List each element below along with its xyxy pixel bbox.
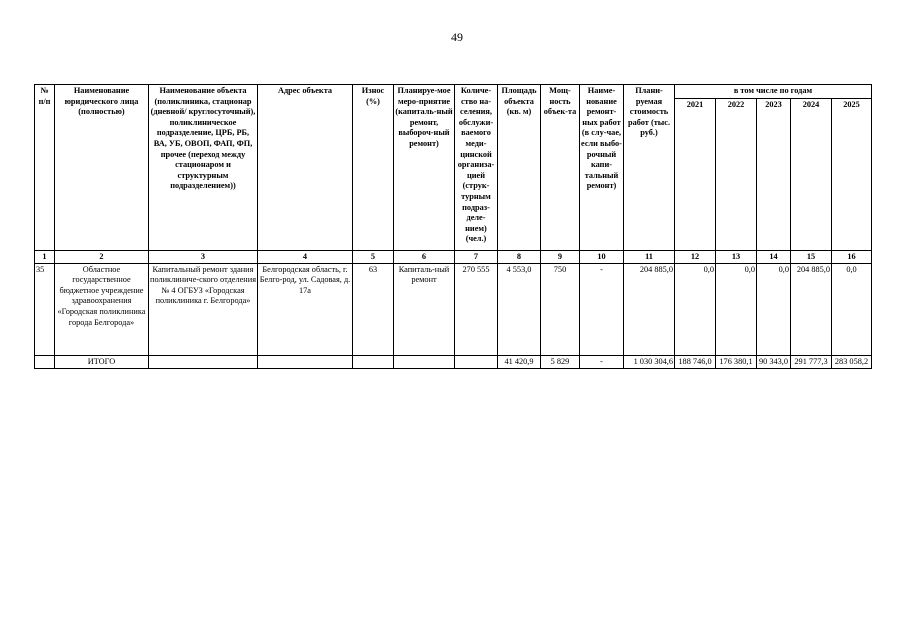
row-area: 4 553,0: [498, 263, 541, 355]
row-address: Белгородская область, г. Белго-род, ул. Садовая, д. 17а: [258, 263, 353, 355]
column-number: 12: [675, 250, 716, 263]
column-number: 6: [394, 250, 455, 263]
row-repair-works: -: [580, 263, 624, 355]
row-no: 35: [35, 263, 55, 355]
total-row: [35, 355, 872, 368]
column-number: 14: [757, 250, 791, 263]
header-year-2021: 2021: [675, 98, 716, 250]
column-number: 4: [258, 250, 353, 263]
row-2021: 0,0: [675, 263, 716, 355]
column-number: 16: [832, 250, 872, 263]
total-empty: [258, 355, 353, 368]
total-empty: [149, 355, 258, 368]
column-number: 8: [498, 250, 541, 263]
total-2024: 291 777,3: [791, 355, 832, 368]
header-address: Адрес объекта: [258, 85, 353, 251]
row-2023: 0,0: [757, 263, 791, 355]
header-wear: Износ (%): [353, 85, 394, 251]
total-2023: 90 343,0: [757, 355, 791, 368]
column-number: 3: [149, 250, 258, 263]
column-number: 1: [35, 250, 55, 263]
page-number: 49: [451, 30, 463, 44]
column-number: 2: [55, 250, 149, 263]
row-measure: Капиталь-ный ремонт: [394, 263, 455, 355]
total-2021: 188 746,0: [675, 355, 716, 368]
header-measure: Планируе-мое меро-приятие (капиталь-ный ремонт, выбороч-ный ремонт): [394, 85, 455, 251]
total-label: ИТОГО: [55, 355, 149, 368]
row-2022: 0,0: [716, 263, 757, 355]
total-2025: 283 058,2: [832, 355, 872, 368]
header-cost: Плани-руемая стоимость работ (тыс. руб.): [624, 85, 675, 251]
column-numbers-row: [35, 250, 872, 263]
total-repair-works: -: [580, 355, 624, 368]
column-number: 9: [541, 250, 580, 263]
total-2022: 176 380,1: [716, 355, 757, 368]
row-2024: 204 885,0: [791, 263, 832, 355]
header-population: Количе-ство на-селения, обслужи-ваемого меди-цинской организа-цией (струк-турным подраз-деле-нием) (чел.): [455, 85, 498, 251]
header-capacity: Мощ-ность объек-та: [541, 85, 580, 251]
total-empty: [455, 355, 498, 368]
column-number: 11: [624, 250, 675, 263]
total-cost: 1 030 304,6: [624, 355, 675, 368]
total-empty: [35, 355, 55, 368]
row-cost: 204 885,0: [624, 263, 675, 355]
header-object: Наименование объекта (поликлиника, стационар (дневной/ круглосуточный), поликлиническое подразделение, ЦРБ, РБ, ВА, УБ, ОВОП, ФАП, ФП, прочее (переход между стационаром и структурным подразделением)): [149, 85, 258, 251]
row-2025: 0,0: [832, 263, 872, 355]
header-year-2022: 2022: [716, 98, 757, 250]
header-year-2025: 2025: [832, 98, 872, 250]
header-year-2023: 2023: [757, 98, 791, 250]
total-empty: [353, 355, 394, 368]
header-entity: Наименование юридического лица (полностью): [55, 85, 149, 251]
row-capacity: 750: [541, 263, 580, 355]
table-row: [35, 263, 872, 355]
capital-repair-table: [34, 84, 872, 369]
row-entity: Областное государственное бюджетное учреждение здравоохранения «Городская поликлиника города Белгорода»: [55, 263, 149, 355]
header-year-2024: 2024: [791, 98, 832, 250]
total-area: 41 420,9: [498, 355, 541, 368]
header-years-group: в том числе по годам: [675, 85, 872, 99]
column-number: 10: [580, 250, 624, 263]
header-area: Площадь объекта (кв. м): [498, 85, 541, 251]
row-wear: 63: [353, 263, 394, 355]
header-no: № п/п: [35, 85, 55, 251]
total-empty: [394, 355, 455, 368]
header-repair-works: Наиме-нование ремонт-ных работ (в слу-чае, если выбо-рочный капи-тальный ремонт): [580, 85, 624, 251]
column-number: 13: [716, 250, 757, 263]
column-number: 7: [455, 250, 498, 263]
column-number: 15: [791, 250, 832, 263]
column-number: 5: [353, 250, 394, 263]
total-capacity: 5 829: [541, 355, 580, 368]
row-object: Капитальный ремонт здания поликлиниче-ского отделения № 4 ОГБУЗ «Городская поликлиника г. Белгорода»: [149, 263, 258, 355]
header-row-1: [35, 85, 872, 99]
row-population: 270 555: [455, 263, 498, 355]
